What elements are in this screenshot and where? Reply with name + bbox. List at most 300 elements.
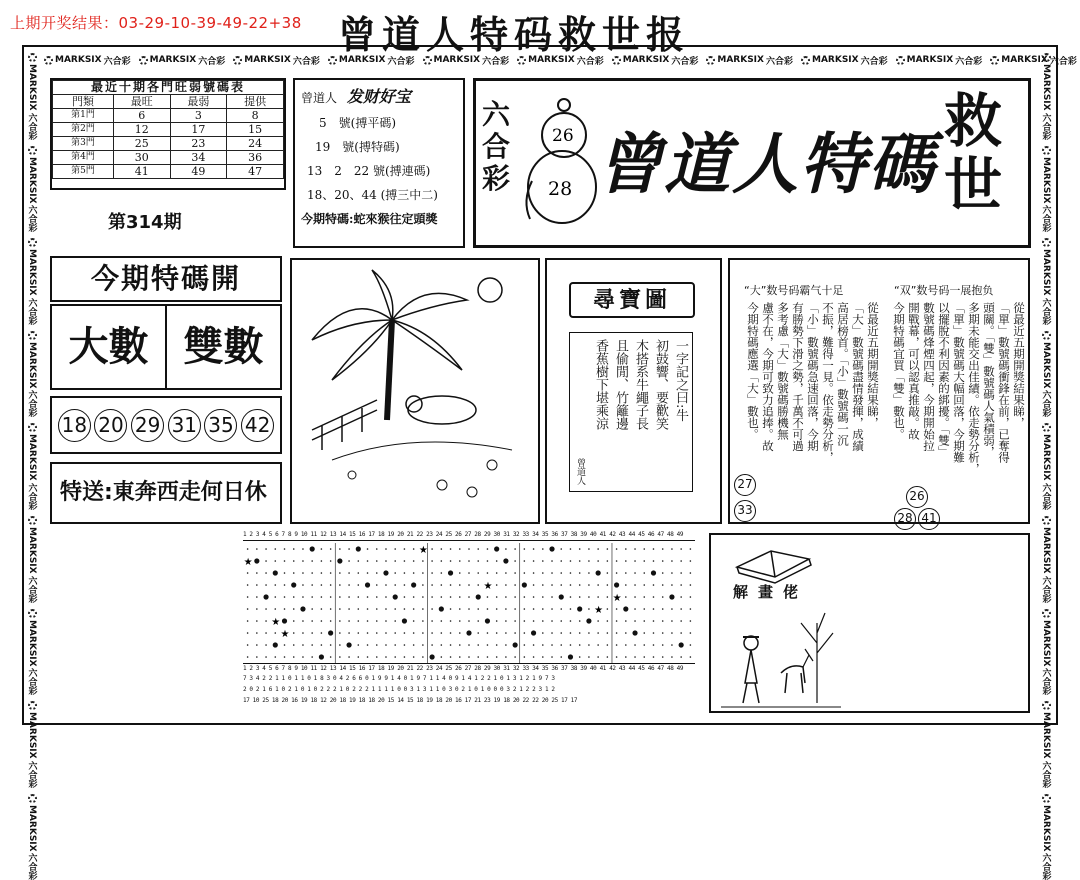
grid-dot — [662, 560, 664, 562]
number-circle: 31 — [168, 409, 201, 442]
grid-dot — [311, 596, 313, 598]
brand-text-cn: 六合彩 — [1040, 205, 1051, 233]
flower-icon — [1042, 423, 1051, 432]
grid-dot — [247, 656, 249, 658]
trend-dot-grid — [243, 531, 695, 713]
grid-dot — [570, 584, 572, 586]
grid-dot-hit — [513, 642, 518, 647]
grid-dot — [459, 596, 461, 598]
grid-dot — [311, 620, 313, 622]
grid-dot — [496, 620, 498, 622]
grid-dot — [376, 596, 378, 598]
grid-dot — [514, 548, 516, 550]
grid-dot — [477, 572, 479, 574]
grid-dot — [477, 632, 479, 634]
grid-dot — [385, 608, 387, 610]
grid-dot — [671, 548, 673, 550]
brand-unit — [328, 54, 415, 67]
grid-dot — [496, 644, 498, 646]
grid-dot — [450, 656, 452, 658]
brand-unit — [1040, 516, 1053, 603]
grid-dot — [367, 548, 369, 550]
flower-icon — [1042, 701, 1051, 710]
grid-dot — [662, 608, 664, 610]
grid-dot — [348, 596, 350, 598]
grid-dot — [256, 596, 258, 598]
grid-dot-hit — [346, 642, 351, 647]
brand-text-cn: 六合彩 — [1040, 390, 1051, 418]
grid-dot-hit — [337, 558, 342, 563]
star-mark: ★ — [243, 557, 253, 568]
grid-dot-hit — [430, 654, 435, 659]
grid-dot — [551, 644, 553, 646]
grid-dot — [367, 560, 369, 562]
grid-dot — [542, 584, 544, 586]
door-cell-gate: 第1門 — [53, 109, 114, 123]
grid-dot — [690, 596, 692, 598]
brand-text: MARKSIX — [1041, 64, 1051, 111]
grid-dot-hit — [476, 594, 481, 599]
grid-dot — [302, 644, 304, 646]
grid-dot — [339, 620, 341, 622]
grid-dot — [459, 620, 461, 622]
brand-text-cn: 六合彩 — [26, 390, 37, 418]
essay-column: 從最近五期開獎結果睇， — [866, 302, 880, 429]
grid-dot — [422, 632, 424, 634]
grid-dot — [265, 560, 267, 562]
grid-dot — [496, 572, 498, 574]
brand-unit — [26, 146, 39, 233]
grid-dot — [560, 584, 562, 586]
grid-dot — [450, 632, 452, 634]
brand-unit — [1040, 331, 1053, 418]
door-cell-gate: 第4門 — [53, 151, 114, 165]
grid-dot — [690, 632, 692, 634]
last-result-line — [10, 12, 302, 33]
grid-dot — [597, 584, 599, 586]
grid-dot — [551, 584, 553, 586]
grid-dot — [441, 572, 443, 574]
grid-dot — [588, 596, 590, 598]
grid-dot — [477, 548, 479, 550]
grid-dot — [339, 644, 341, 646]
grid-dot — [459, 656, 461, 658]
brand-text-cn: 六合彩 — [1040, 760, 1051, 788]
flower-icon — [328, 56, 337, 65]
grid-dot — [330, 656, 332, 658]
dot-grid-canvas — [243, 543, 695, 663]
brand-text: MARKSIX — [528, 55, 575, 65]
grid-dot — [671, 620, 673, 622]
essay-column: 不振，難得一見。依走勢分析， — [821, 302, 835, 463]
brand-text: MARKSIX — [1041, 712, 1051, 759]
grid-dot — [404, 560, 406, 562]
grid-dot-hit — [365, 582, 370, 587]
flower-icon — [139, 56, 148, 65]
grid-dot — [348, 608, 350, 610]
grid-dot — [496, 560, 498, 562]
grid-dot — [321, 644, 323, 646]
col-header: 最旺 — [113, 95, 170, 109]
grid-dot — [634, 656, 636, 658]
door-cell-cold: 34 — [170, 151, 227, 165]
grid-dot — [607, 548, 609, 550]
number-circle: 29 — [131, 409, 164, 442]
brand-text-cn: 六合彩 — [671, 56, 699, 67]
grid-dot — [302, 572, 304, 574]
grid-dot — [616, 632, 618, 634]
grid-dot — [394, 656, 396, 658]
brand-text: MARKSIX — [433, 55, 481, 65]
riddle-line: 一字記之曰:牛 — [673, 339, 688, 422]
grid-dot-hit — [439, 606, 444, 611]
grid-dot-hit — [632, 630, 637, 635]
brand-text-cn: 六合彩 — [1040, 668, 1051, 696]
grid-dot — [367, 620, 369, 622]
brand-unit — [612, 54, 699, 67]
grid-dot — [634, 620, 636, 622]
grid-dot — [607, 572, 609, 574]
brand-text-cn: 六合彩 — [1040, 297, 1051, 325]
grid-dot — [616, 560, 618, 562]
grid-dot — [579, 632, 581, 634]
grid-dot — [607, 560, 609, 562]
flower-icon — [28, 794, 37, 803]
grid-dot — [468, 620, 470, 622]
essay-big-text — [740, 302, 880, 482]
grid-dot — [302, 596, 304, 598]
grid-dot — [514, 620, 516, 622]
brand-unit — [706, 54, 793, 67]
grid-dot — [487, 560, 489, 562]
grid-dot-hit — [448, 570, 453, 575]
grid-footer-row: 2 0 2 1 6 1 0 2 1 0 1 0 2 2 2 1 0 2 2 2 1 1 1 1 0 0 3 1 3 1 1 0 3 0 2 1 0 1 0 0 0 3 2 1 2 2 3 1 2 — [243, 686, 555, 693]
grid-dot — [579, 620, 581, 622]
grid-dot — [607, 644, 609, 646]
essay-column: 「單」數號碼衝鋒在前，已奪得 — [997, 302, 1011, 463]
grid-dot — [634, 572, 636, 574]
grid-dot — [274, 560, 276, 562]
grid-dot — [680, 620, 682, 622]
grid-dot — [570, 548, 572, 550]
grid-dot — [413, 632, 415, 634]
grid-dot — [321, 632, 323, 634]
grid-dot — [385, 632, 387, 634]
grid-dot — [284, 608, 286, 610]
grid-dot — [441, 656, 443, 658]
grid-dot-hit — [559, 594, 564, 599]
grid-dot — [487, 572, 489, 574]
grid-dot-hit — [494, 546, 499, 551]
riddle-line: 且偷閒、竹籬邊 — [613, 339, 628, 430]
grid-dot — [385, 548, 387, 550]
grid-dot — [477, 656, 479, 658]
grid-dot — [487, 632, 489, 634]
door-cell-hot: 30 — [113, 151, 170, 165]
brand-text-cn: 六合彩 — [26, 575, 37, 603]
star-mark: ★ — [418, 545, 428, 556]
grid-dot — [358, 608, 360, 610]
brand-text-cn: 六合彩 — [1040, 575, 1051, 603]
grid-dot — [653, 632, 655, 634]
grid-dot — [625, 572, 627, 574]
grid-dot — [247, 584, 249, 586]
grid-dot — [348, 548, 350, 550]
grid-dot — [524, 620, 526, 622]
flower-icon — [706, 56, 715, 65]
grid-dot — [376, 644, 378, 646]
brand-unit — [26, 53, 39, 140]
grid-dot — [404, 608, 406, 610]
essay-column: 多期未能交出佳績。依走勢分析， — [967, 302, 981, 475]
grid-dot — [404, 656, 406, 658]
grid-dot — [625, 596, 627, 598]
grid-dot — [496, 596, 498, 598]
table-row — [53, 137, 284, 151]
grid-dot — [247, 632, 249, 634]
grid-dot — [404, 596, 406, 598]
grid-dot — [496, 584, 498, 586]
grid-dot — [311, 584, 313, 586]
grid-dot — [542, 548, 544, 550]
grid-dot — [339, 584, 341, 586]
grid-dot — [394, 632, 396, 634]
grid-dot — [431, 548, 433, 550]
grid-dot — [607, 620, 609, 622]
last-result-label: 上期开奖结果： — [10, 14, 119, 32]
grid-dot — [680, 572, 682, 574]
grid-dot — [597, 548, 599, 550]
grid-dot — [634, 644, 636, 646]
grid-dot — [643, 620, 645, 622]
grid-dot — [662, 572, 664, 574]
grid-dot — [533, 644, 535, 646]
grid-dot — [385, 584, 387, 586]
grid-dot — [367, 608, 369, 610]
grid-dot — [690, 608, 692, 610]
brand-text: MARKSIX — [27, 527, 37, 574]
grid-dot — [441, 632, 443, 634]
grid-dot — [348, 656, 350, 658]
brand-unit — [1040, 146, 1053, 233]
flower-icon — [612, 56, 621, 65]
grid-dot — [643, 560, 645, 562]
grid-dot — [662, 632, 664, 634]
brand-text-cn: 六合彩 — [955, 56, 983, 67]
pick-circle: 26 — [906, 486, 928, 508]
grid-dot — [459, 644, 461, 646]
grid-dot — [477, 620, 479, 622]
grid-dot — [625, 620, 627, 622]
brand-text: MARKSIX — [1041, 434, 1051, 482]
brand-unit — [517, 54, 604, 67]
grid-dot — [321, 560, 323, 562]
grid-dot — [274, 596, 276, 598]
brand-text-cn: 六合彩 — [26, 297, 37, 325]
star-mark: ★ — [280, 629, 290, 640]
brand-unit — [26, 238, 39, 325]
grid-dot — [616, 644, 618, 646]
grid-dot — [505, 572, 507, 574]
grid-dot — [413, 608, 415, 610]
grid-dot — [459, 584, 461, 586]
grid-dot — [311, 632, 313, 634]
grid-dot — [496, 656, 498, 658]
grid-dot — [524, 656, 526, 658]
brand-text-cn: 六合彩 — [1040, 853, 1051, 880]
grid-dot — [680, 548, 682, 550]
grid-dot — [256, 644, 258, 646]
table-row — [53, 109, 284, 123]
door-cell-gate: 第5門 — [53, 165, 114, 179]
grid-dot — [274, 608, 276, 610]
door-cell-offer: 8 — [227, 109, 284, 123]
grid-dot — [477, 584, 479, 586]
grid-dot — [514, 560, 516, 562]
grid-dot-hit — [393, 594, 398, 599]
banana-tree-drawing — [292, 260, 538, 522]
grid-dot — [293, 620, 295, 622]
grid-dot — [505, 656, 507, 658]
brand-text: MARKSIX — [27, 156, 37, 204]
grid-dot — [413, 572, 415, 574]
grid-dot — [348, 560, 350, 562]
grid-dot — [588, 644, 590, 646]
tip-line: 19 號(搏特碼) — [315, 140, 400, 154]
grid-dot — [376, 620, 378, 622]
grid-dot — [265, 632, 267, 634]
flower-icon — [28, 609, 37, 618]
grid-dot — [431, 644, 433, 646]
pick-circle: 33 — [734, 500, 756, 522]
brand-text: MARKSIX — [27, 619, 37, 667]
brand-unit — [1040, 238, 1053, 325]
grid-dot — [330, 584, 332, 586]
grid-dot — [459, 608, 461, 610]
essay-column: 「小」數號碼急速回落，今期 — [806, 302, 820, 452]
brand-text: MARKSIX — [812, 55, 859, 65]
brand-unit — [26, 516, 39, 603]
pick-circle: 41 — [918, 508, 940, 530]
grid-dot — [579, 656, 581, 658]
grid-dot — [311, 560, 313, 562]
grid-dot — [330, 560, 332, 562]
grid-dot-hit — [273, 642, 278, 647]
flower-icon — [1042, 794, 1051, 803]
flower-icon — [1042, 516, 1051, 525]
grid-dot — [265, 620, 267, 622]
brand-text: MARKSIX — [149, 55, 197, 65]
brand-text: MARKSIX — [27, 804, 37, 852]
brand-text-cn: 六合彩 — [860, 56, 888, 67]
grid-dot — [422, 560, 424, 562]
grid-dot — [385, 596, 387, 598]
grid-dot — [247, 608, 249, 610]
grid-dot — [450, 584, 452, 586]
riddle-line: 香蕉樹下堪乘涼 — [593, 339, 608, 430]
brand-unit — [26, 423, 39, 510]
brand-text-cn: 六合彩 — [292, 56, 320, 67]
grid-dot — [505, 620, 507, 622]
grid-dot — [690, 644, 692, 646]
grid-dot — [542, 644, 544, 646]
col-header: 最弱 — [170, 95, 227, 109]
grid-dot — [551, 620, 553, 622]
riddle-signature: 曾道人 — [575, 458, 585, 485]
flower-icon — [423, 56, 432, 65]
grid-dot — [468, 608, 470, 610]
grid-dot — [671, 560, 673, 562]
grid-dot — [570, 620, 572, 622]
grid-dot — [284, 560, 286, 562]
grid-dot — [542, 572, 544, 574]
grid-dot — [597, 560, 599, 562]
grid-dot — [468, 644, 470, 646]
grid-dot — [394, 560, 396, 562]
grid-dot — [367, 596, 369, 598]
grid-dot — [394, 572, 396, 574]
grid-dot — [413, 548, 415, 550]
door-cell-cold: 3 — [170, 109, 227, 123]
grid-dot — [330, 608, 332, 610]
grid-dot — [597, 596, 599, 598]
grid-dot — [459, 548, 461, 550]
grid-dot — [607, 584, 609, 586]
essay-column: 以擺脫不利因素的綁擾。「雙」 — [937, 302, 951, 458]
grid-dot — [625, 632, 627, 634]
grid-dot — [643, 596, 645, 598]
brand-text: MARKSIX — [717, 55, 764, 65]
grid-dot — [690, 620, 692, 622]
grid-dot — [533, 596, 535, 598]
grid-dot — [533, 608, 535, 610]
grid-dot — [625, 560, 627, 562]
grid-dot — [247, 644, 249, 646]
grid-dot — [671, 584, 673, 586]
banana-cow-illustration — [290, 258, 540, 524]
analysis-essay-panel — [728, 258, 1030, 524]
essay-column: 從最近五期開獎結果睇， — [1012, 302, 1026, 429]
number-circle: 42 — [241, 409, 274, 442]
grid-dot — [284, 572, 286, 574]
grid-dot-hit — [596, 570, 601, 575]
grid-dot-hit — [503, 558, 508, 563]
grid-dot — [376, 572, 378, 574]
grid-dot-hit — [300, 606, 305, 611]
brand-unit — [423, 54, 510, 67]
grid-dot — [625, 584, 627, 586]
grid-dot — [468, 560, 470, 562]
grid-dot — [358, 584, 360, 586]
grid-dot — [680, 608, 682, 610]
grid-dot — [607, 632, 609, 634]
grid-dot — [533, 548, 535, 550]
grid-dot — [662, 644, 664, 646]
flower-icon — [1042, 146, 1051, 155]
gourd-number: 26 — [552, 126, 574, 146]
grid-dot — [634, 560, 636, 562]
grid-dot — [560, 620, 562, 622]
grid-dot — [339, 608, 341, 610]
brand-text-cn: 六合彩 — [1040, 112, 1051, 140]
brand-strip-left — [22, 50, 42, 880]
grid-dot — [358, 620, 360, 622]
grid-dot — [680, 632, 682, 634]
grid-dot — [560, 644, 562, 646]
brand-text-cn: 六合彩 — [103, 56, 131, 67]
grid-dot — [422, 620, 424, 622]
grid-dot — [247, 548, 249, 550]
